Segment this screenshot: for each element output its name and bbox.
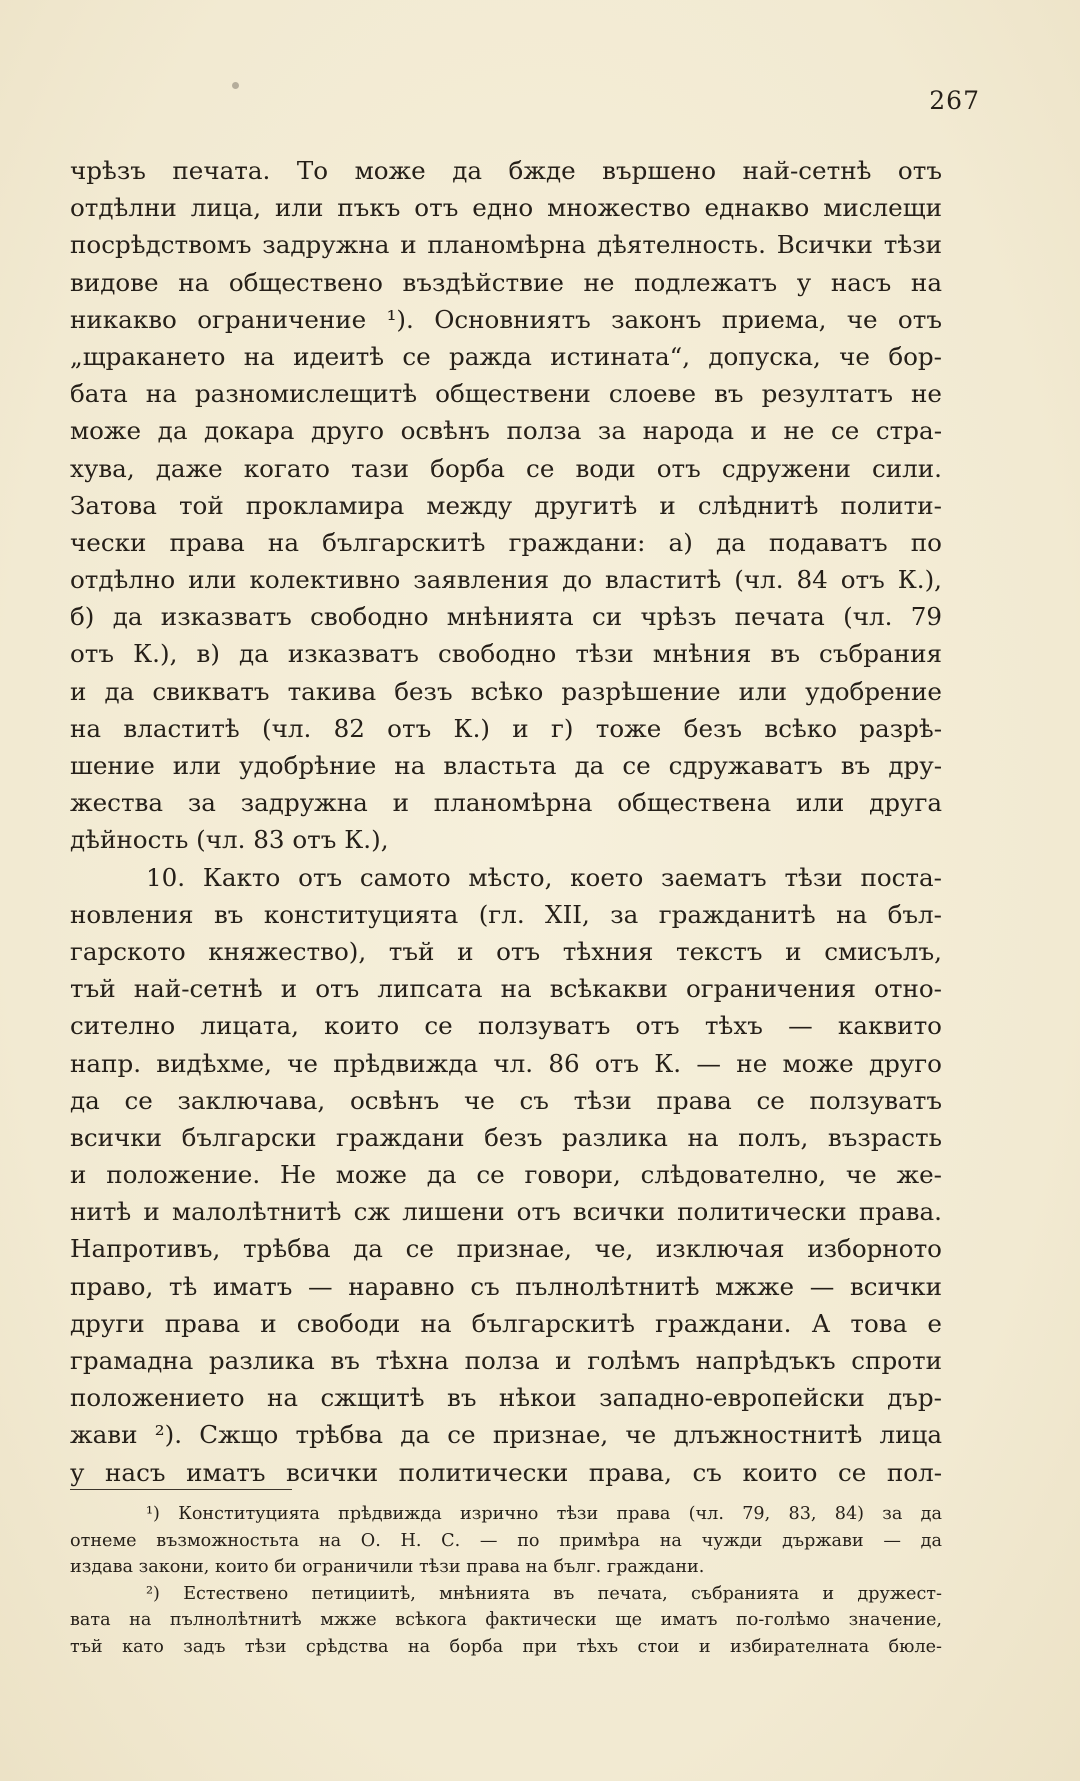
text-line: жества за задружна и планомѣрна обществена или друга bbox=[70, 788, 942, 818]
footnote-1-line: ¹) Конституцията прѣдвижда изрично тѣзи права (чл. 79, 83, 84) за да bbox=[146, 1504, 942, 1524]
text-line: отъ К.), в) да изказватъ свободно тѣзи мнѣния въ събрания bbox=[70, 639, 942, 669]
footnote-1-line: отнеме възможностьта на О. Н. С. — по примѣра на чужди държави — да bbox=[70, 1530, 942, 1551]
text-line: отдѣлни лица, или пъкъ отъ едно множество еднакво мислещи bbox=[70, 193, 942, 223]
text-line: дѣйность (чл. 83 отъ К.), bbox=[70, 825, 389, 855]
text-line: и да свикватъ такива безъ всѣко разрѣшение или удобрение bbox=[70, 676, 942, 706]
text-line: грамадна разлика въ тѣхна полза и голѣмъ напрѣдъкъ спроти bbox=[70, 1346, 942, 1375]
text-line: жави ²). Сжщо трѣбва да се признае, че длъжностнитѣ лица bbox=[70, 1420, 942, 1450]
paragraph-start-line: 10. Както отъ самото мѣсто, което заематъ тѣзи поста- bbox=[146, 862, 942, 892]
text-line: посрѣдствомъ задружна и планомѣрна дѣятелность. Всички тѣзи bbox=[70, 230, 942, 260]
footnote-2-line: ²) Естествено петициитѣ, мнѣнията въ печата, събранията и дружест- bbox=[146, 1583, 942, 1604]
text-line: на властитѣ (чл. 82 отъ К.) и г) тоже безъ всѣко разрѣ- bbox=[70, 713, 942, 743]
text-line: право, тѣ иматъ — наравно съ пълнолѣтнитѣ мжже — всички bbox=[70, 1271, 942, 1301]
text-line: сително лицата, които се ползуватъ отъ тѣхъ — каквито bbox=[70, 1011, 942, 1041]
text-line: може да докара друго освѣнъ полза за народа и не се стра- bbox=[70, 416, 942, 446]
text-line: Напротивъ, трѣбва да се признае, че, изключая изборното bbox=[70, 1234, 942, 1264]
body-text bbox=[70, 152, 942, 1491]
text-line: новления въ конституцията (гл. XII, за гражданитѣ на бъл- bbox=[70, 899, 942, 929]
text-line: тъй най-сетнѣ и отъ липсата на всѣкакви ограничения отно- bbox=[70, 974, 942, 1004]
text-line: и положение. Не може да се говори, слѣдователно, че же- bbox=[70, 1160, 942, 1190]
footnotes bbox=[70, 1501, 942, 1660]
text-line: други права и свободи на българскитѣ граждани. А това е bbox=[70, 1308, 942, 1338]
text-line: нитѣ и малолѣтнитѣ сж лишени отъ всички политически права. bbox=[70, 1197, 942, 1227]
text-line: б) да изказватъ свободно мнѣнията си чрѣзъ печата (чл. 79 bbox=[70, 602, 942, 632]
text-line: всички български граждани безъ разлика на полъ, възрасть bbox=[70, 1122, 942, 1152]
text-line: чрѣзъ печата. То може да бжде вършено най-сетнѣ отъ bbox=[70, 156, 942, 185]
text-line: никакво ограничение ¹). Основниятъ законъ приема, че отъ bbox=[70, 304, 942, 334]
text-line: отдѣлно или колективно заявления до властитѣ (чл. 84 отъ К.), bbox=[70, 565, 942, 595]
text-line: видове на обществено въздѣйствие не подлежатъ у насъ на bbox=[70, 267, 942, 297]
text-line: у насъ иматъ всички политически права, съ които се пол- bbox=[70, 1457, 942, 1487]
ink-speck bbox=[232, 82, 239, 89]
footnote-1-line: издава закони, които би ограничили тѣзи права на бълг. граждани. bbox=[70, 1557, 705, 1577]
text-line: да се заключава, освѣнъ че съ тѣзи права се ползуватъ bbox=[70, 1085, 942, 1115]
footnote-divider bbox=[70, 1489, 292, 1490]
text-line: хува, даже когато тази борба се води отъ сдружени сили. bbox=[70, 453, 942, 483]
text-line: Затова той прокламира между другитѣ и слѣднитѣ полити- bbox=[70, 490, 942, 520]
text-line: гарското княжество), тъй и отъ тѣхния текстъ и смисълъ, bbox=[70, 936, 942, 966]
page-number: 267 bbox=[929, 86, 980, 115]
text-line: шение или удобрѣние на властьта да се сдружаватъ въ дру- bbox=[70, 751, 942, 780]
footnote-2-line: тъй като задъ тѣзи срѣдства на борба при тѣхъ стои и избирателната бюле- bbox=[70, 1636, 942, 1657]
text-line: бата на разномислещитѣ обществени слоеве въ резултатъ не bbox=[70, 379, 942, 409]
text-line: чески права на българскитѣ граждани: а) да подаватъ по bbox=[70, 527, 942, 557]
footnote-2-line: вата на пълнолѣтнитѣ мжже всѣкога фактически ще иматъ по-голѣмо значение, bbox=[70, 1610, 942, 1630]
text-line: положението на сжщитѣ въ нѣкои западно-европейски дър- bbox=[70, 1383, 942, 1413]
text-line: „щракането на идеитѣ се ражда истината“, допуска, че бор- bbox=[70, 341, 942, 371]
text-line: напр. видѣхме, че прѣдвижда чл. 86 отъ К. — не може друго bbox=[70, 1048, 942, 1078]
